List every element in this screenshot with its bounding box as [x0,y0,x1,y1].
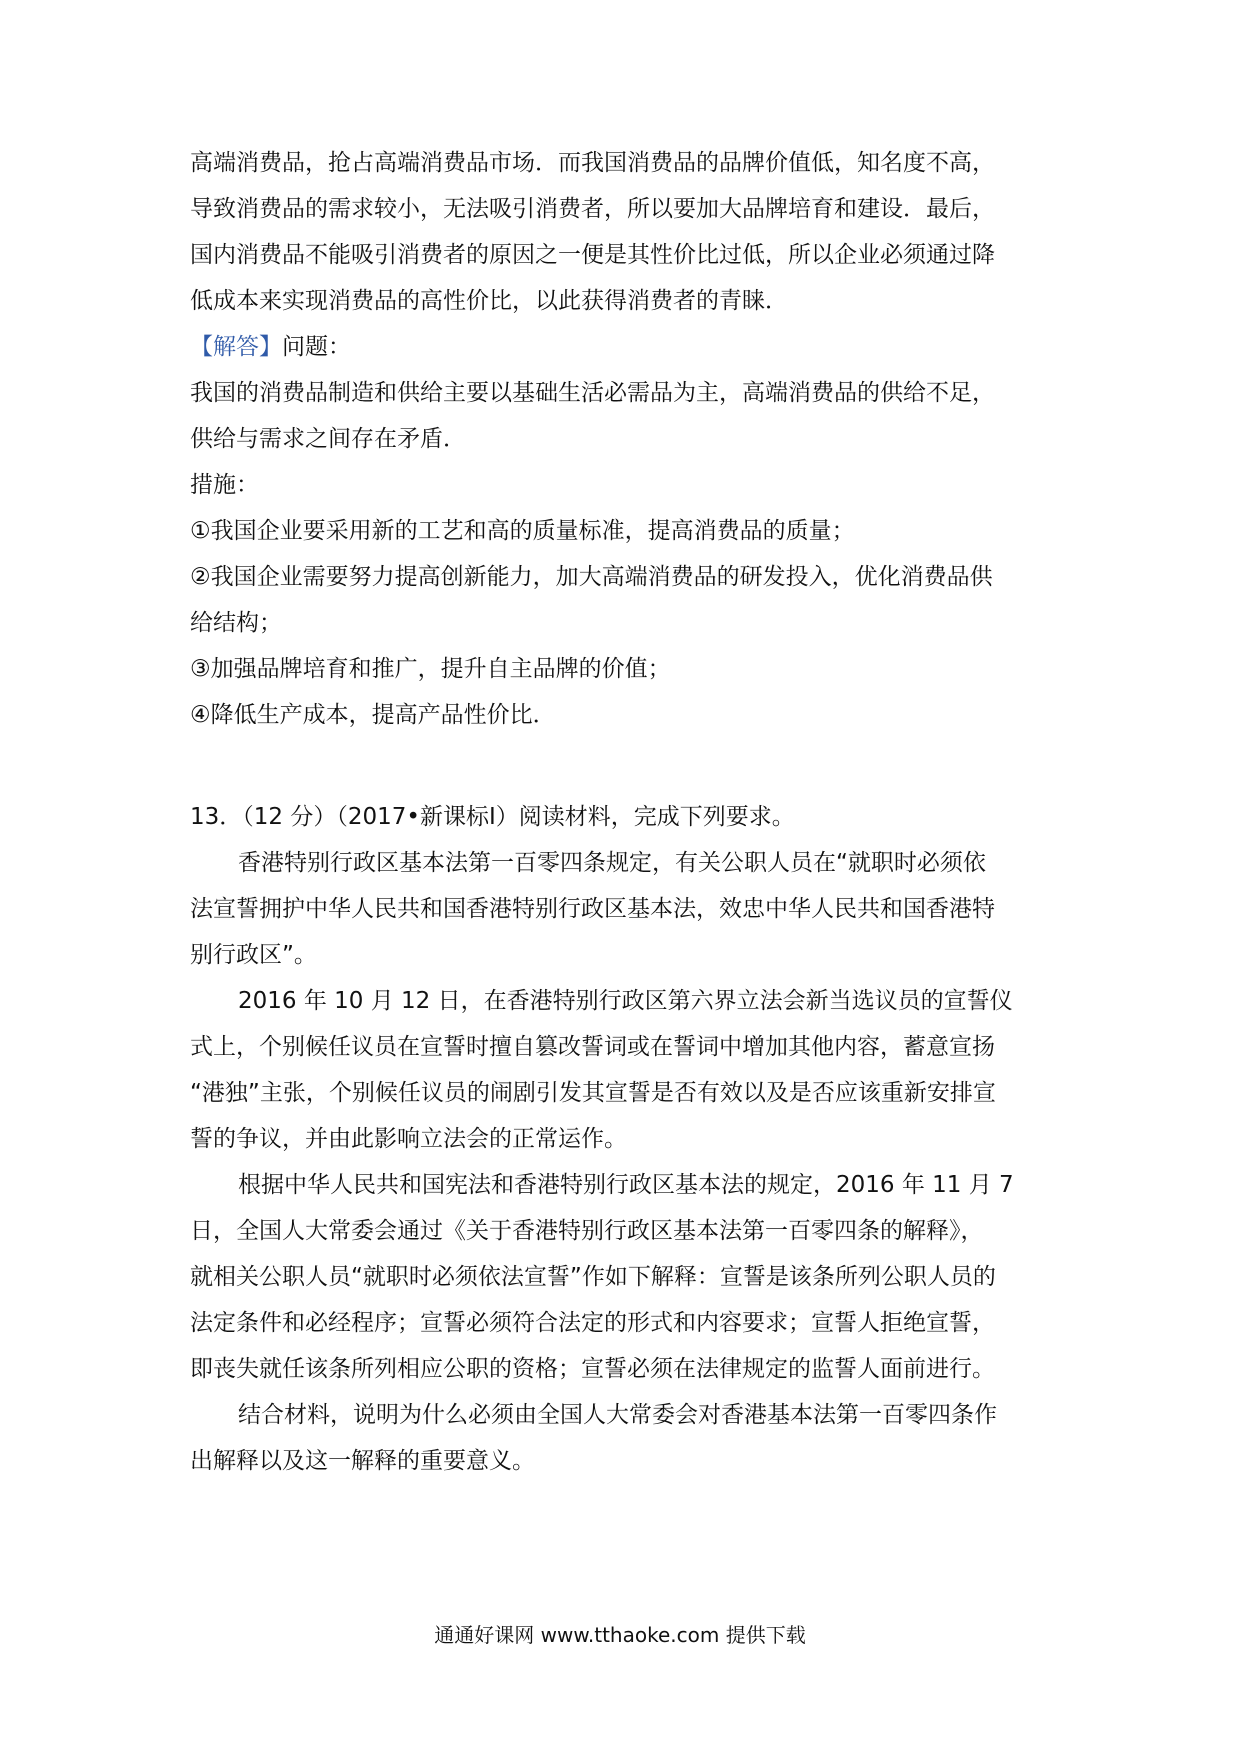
measure-line-2: ②我国企业需要努力提高创新能力，加大高端消费品的研发投入，优化消费品供 [190,564,993,590]
page-footer: 通通好课网 www.tthaoke.com 提供下载 [434,1623,806,1647]
analysis-line-2: 导致消费品的需求较小，无法吸引消费者，所以要加大品牌培育和建设．最后， [190,196,995,222]
document-content [190,140,1060,1484]
paragraph-2-line-2: 式上，个别候任议员在宣誓时擅自篡改誓词或在誓词中增加其他内容，蓄意宣扬 [190,1034,995,1060]
paragraph-1-line-1: 香港特别行政区基本法第一百零四条规定，有关公职人员在“就职时必须依 [238,850,986,876]
paragraph-4-line-2: 出解释以及这一解释的重要意义。 [190,1448,535,1474]
paragraph-3-line-4: 法定条件和必经程序；宣誓必须符合法定的形式和内容要求；宣誓人拒绝宣誓， [190,1310,995,1336]
paragraph-3-line-2: 日，全国人大常委会通过《关于香港特别行政区基本法第一百零四条的解释》， [190,1218,984,1244]
measure-line-4: ③加强品牌培育和推广，提升自主品牌的价值； [190,656,671,682]
answer-section [190,324,1060,738]
analysis-tail [190,140,1060,324]
answer-label: 【解答】 [190,334,282,360]
section-gap [190,738,1060,794]
measures-title: 措施： [190,472,259,498]
analysis-line-4: 低成本来实现消费品的高性价比，以此获得消费者的青睐． [190,288,788,314]
measure-line-3: 给结构； [190,610,282,636]
measure-line-1: ①我国企业要采用新的工艺和高的质量标准，提高消费品的质量； [190,518,855,544]
paragraph-1-line-2: 法宣誓拥护中华人民共和国香港特别行政区基本法，效忠中华人民共和国香港特 [190,896,995,922]
answer-heading [190,324,1060,370]
analysis-line-3: 国内消费品不能吸引消费者的原因之一便是其性价比过低，所以企业必须通过降 [190,242,995,268]
paragraph-4-line-1: 结合材料，说明为什么必须由全国人大常委会对香港基本法第一百零四条作 [238,1402,997,1428]
question-13 [190,794,1060,1484]
paragraph-1-line-3: 别行政区”。 [190,942,317,968]
measure-line-5: ④降低生产成本，提高产品性价比． [190,702,556,728]
question-line-1: 我国的消费品制造和供给主要以基础生活必需品为主，高端消费品的供给不足， [190,380,995,406]
question-line-2: 供给与需求之间存在矛盾． [190,426,466,452]
paragraph-3-line-3: 就相关公职人员“就职时必须依法宣誓”作如下解释：宣誓是该条所列公职人员的 [190,1264,996,1290]
analysis-line-1: 高端消费品，抢占高端消费品市场．而我国消费品的品牌价值低，知名度不高， [190,150,995,176]
question-13-heading: 13．（12 分）（2017•新课标Ⅰ）阅读材料，完成下列要求。 [190,804,795,830]
paragraph-3-line-1: 根据中华人民共和国宪法和香港特别行政区基本法的规定，2016 年 11 月 7 [238,1172,1014,1198]
paragraph-2-line-1: 2016 年 10 月 12 日，在香港特别行政区第六界立法会新当选议员的宣誓仪 [238,988,1013,1014]
paragraph-2-line-3: “港独”主张，个别候任议员的闹剧引发其宣誓是否有效以及是否应该重新安排宣 [190,1080,996,1106]
question-title: 问题： [282,334,351,360]
paragraph-2-line-4: 誓的争议，并由此影响立法会的正常运作。 [190,1126,627,1152]
paragraph-3-line-5: 即丧失就任该条所列相应公职的资格；宣誓必须在法律规定的监誓人面前进行。 [190,1356,995,1382]
